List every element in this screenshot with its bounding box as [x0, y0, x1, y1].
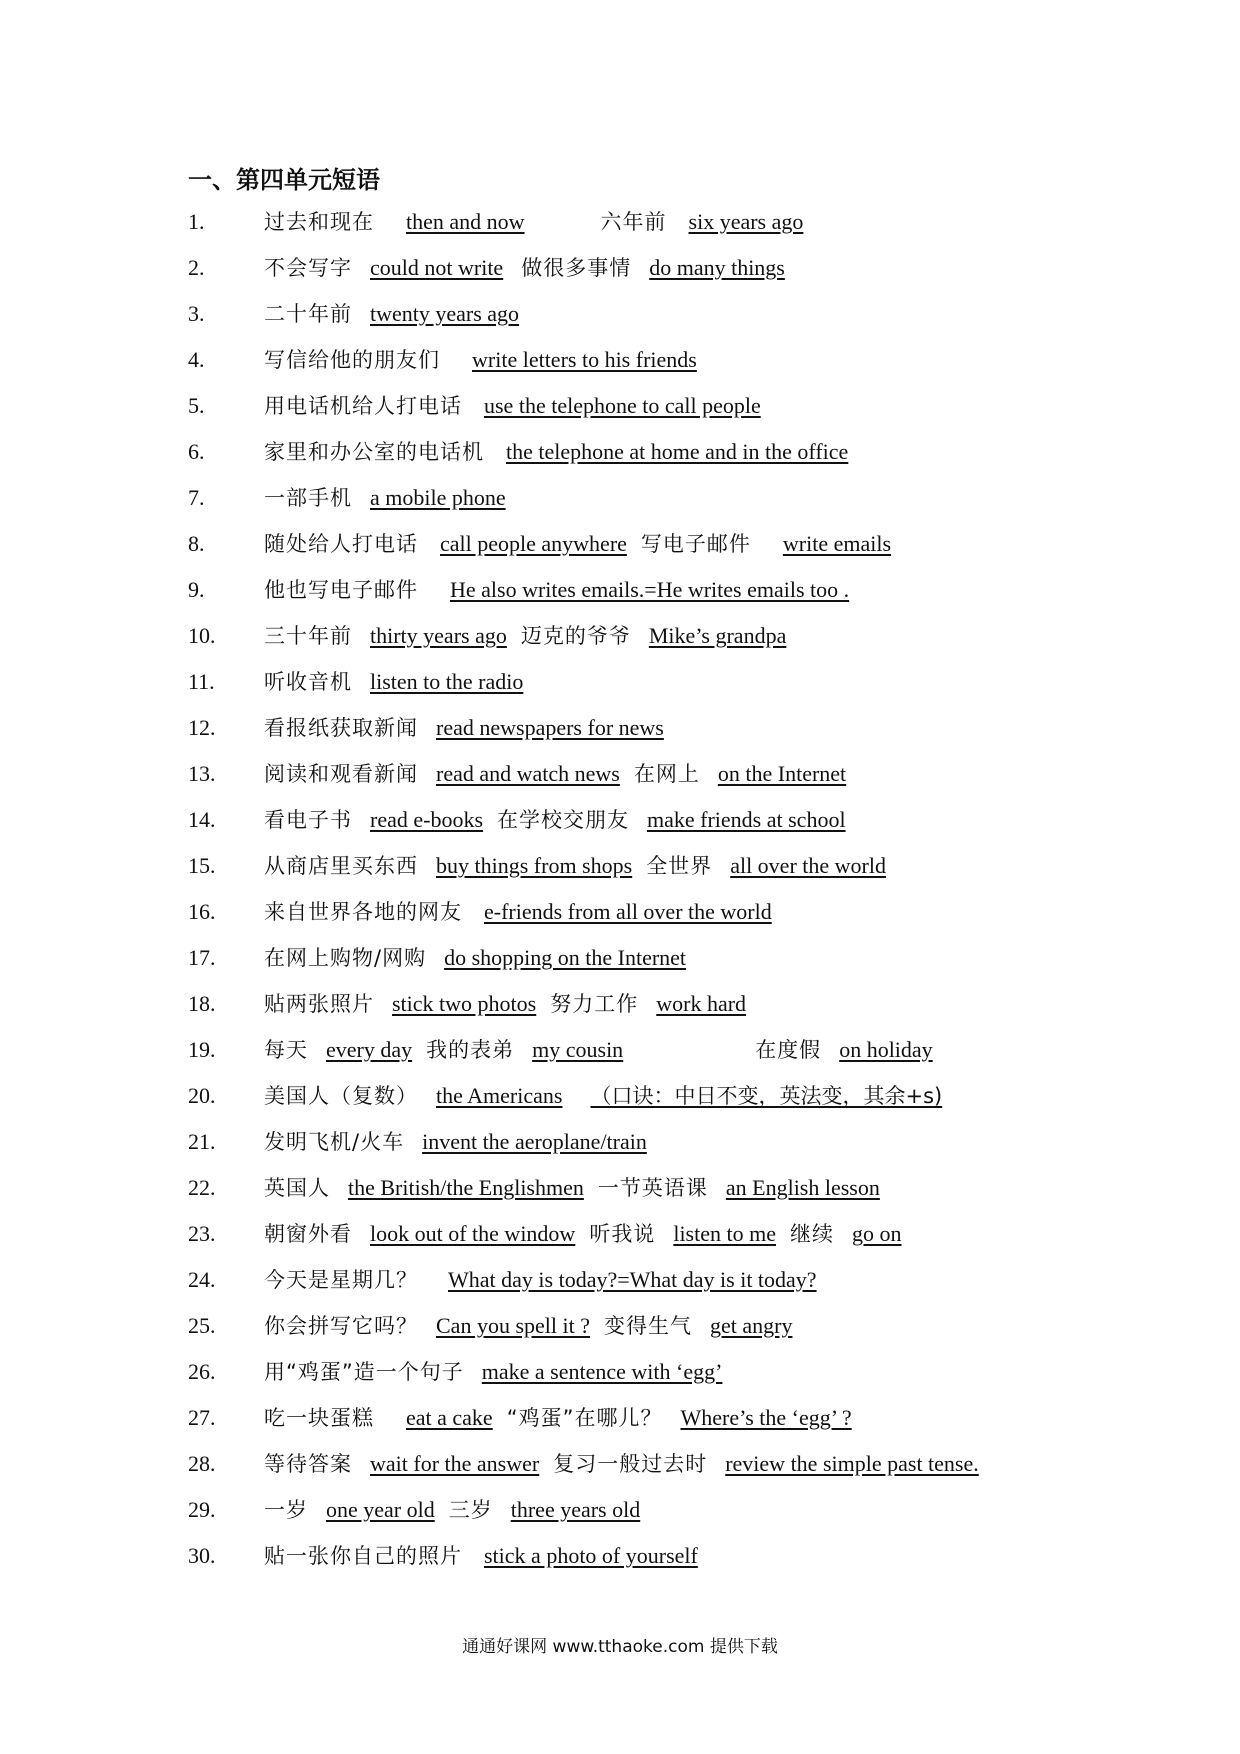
chinese-phrase: 你会拼写它吗？ [264, 1314, 418, 1338]
item-content [264, 713, 692, 744]
english-answer: the telephone at home and in the office [506, 439, 849, 464]
item-number: 20. [188, 1083, 216, 1108]
chinese-phrase: 过去和现在 [264, 210, 374, 234]
item-number: 14. [188, 807, 216, 832]
chinese-phrase: 发明飞机/火车 [264, 1130, 405, 1154]
english-answer: review the simple past tense. [725, 1451, 979, 1476]
item-content [264, 1173, 908, 1204]
english-answer: every day [326, 1037, 413, 1062]
chinese-phrase: 每天 [264, 1038, 308, 1062]
chinese-phrase: 我的表弟 [426, 1038, 515, 1062]
chinese-phrase: 听我说 [589, 1222, 656, 1246]
english-answer: listen to me [673, 1221, 776, 1246]
list-item [188, 1541, 1108, 1587]
list-item [188, 529, 1108, 575]
item-number: 29. [188, 1497, 216, 1522]
item-content [264, 1265, 845, 1296]
item-content [264, 1403, 880, 1434]
item-number: 24. [188, 1267, 216, 1292]
list-item [188, 391, 1108, 437]
english-answer: make friends at school [647, 807, 846, 832]
chinese-phrase: 贴一张你自己的照片 [264, 1544, 462, 1568]
english-answer: one year old [326, 1497, 435, 1522]
item-content [264, 989, 774, 1020]
item-content [264, 897, 800, 928]
list-item [188, 207, 1108, 253]
item-number: 23. [188, 1221, 216, 1246]
item-number: 18. [188, 991, 216, 1016]
item-number: 8. [188, 531, 205, 556]
list-item [188, 1357, 1108, 1403]
english-answer: What day is today?=What day is it today? [448, 1267, 817, 1292]
chinese-phrase: 一节英语课 [597, 1176, 708, 1200]
item-content [264, 253, 813, 284]
english-answer: stick a photo of yourself [484, 1543, 698, 1568]
chinese-phrase: 美国人（复数） [264, 1084, 418, 1108]
item-number: 13. [188, 761, 216, 786]
item-content [264, 391, 789, 422]
item-number: 7. [188, 485, 205, 510]
english-answer: call people anywhere [440, 531, 627, 556]
item-content [264, 299, 547, 330]
item-content [264, 575, 877, 606]
chinese-phrase: 今天是星期几？ [264, 1268, 418, 1292]
list-item [188, 1265, 1108, 1311]
english-answer: three years old [510, 1497, 641, 1522]
list-item [188, 1035, 1108, 1081]
list-item [188, 851, 1108, 897]
item-content [264, 1081, 942, 1112]
phrase-list [188, 207, 1108, 1587]
item-number: 5. [188, 393, 205, 418]
chinese-phrase: 在度假 [755, 1038, 822, 1062]
english-answer: write letters to his friends [472, 347, 697, 372]
list-item [188, 483, 1108, 529]
chinese-phrase: 从商店里买东西 [264, 854, 418, 878]
item-content [264, 1495, 668, 1526]
item-content [264, 529, 921, 560]
english-answer: all over the world [730, 853, 886, 878]
english-answer: use the telephone to call people [484, 393, 761, 418]
item-number: 4. [188, 347, 205, 372]
english-answer: my cousin [532, 1037, 624, 1062]
english-answer: buy things from shops [436, 853, 633, 878]
english-answer: a mobile phone [370, 485, 506, 510]
item-content [264, 851, 914, 882]
item-number: 10. [188, 623, 216, 648]
item-number: 16. [188, 899, 216, 924]
list-item [188, 345, 1108, 391]
item-content [264, 667, 551, 698]
item-content [264, 1449, 1007, 1480]
chinese-phrase: 全世界 [646, 854, 713, 878]
english-answer: twenty years ago [370, 301, 520, 326]
item-content [264, 805, 874, 836]
chinese-phrase: 等待答案 [264, 1452, 352, 1476]
item-content [264, 437, 876, 468]
chinese-phrase: 复习一般过去时 [553, 1452, 708, 1476]
item-content [264, 1127, 675, 1158]
list-item [188, 253, 1108, 299]
english-answer: invent the aeroplane/train [422, 1129, 647, 1154]
list-item [188, 1173, 1108, 1219]
chinese-phrase: “鸡蛋”在哪儿？ [506, 1406, 663, 1430]
list-item [188, 299, 1108, 345]
chinese-phrase: 来自世界各地的网友 [264, 900, 462, 924]
english-answer: read newspapers for news [436, 715, 664, 740]
english-answer: Mike’s grandpa [648, 623, 787, 648]
item-content [264, 1311, 820, 1342]
english-answer: the British/the Englishmen [348, 1175, 584, 1200]
chinese-phrase: 迈克的爷爷 [520, 624, 631, 648]
chinese-phrase: 贴两张照片 [264, 992, 374, 1016]
item-content [264, 207, 817, 238]
list-item [188, 667, 1108, 713]
english-answer: make a sentence with ‘egg’ [481, 1359, 723, 1384]
item-content [264, 943, 714, 974]
mnemonic-note: （口诀：中日不变，英法变，其余+s) [590, 1084, 943, 1108]
list-item [188, 1495, 1108, 1541]
list-item [188, 621, 1108, 667]
item-content [264, 621, 814, 652]
item-content [264, 1035, 961, 1066]
chinese-phrase: 随处给人打电话 [264, 532, 418, 556]
chinese-phrase: 听收音机 [264, 670, 352, 694]
chinese-phrase: 在学校交朋友 [497, 808, 630, 832]
item-number: 9. [188, 577, 205, 602]
english-answer: could not write [370, 255, 504, 280]
english-answer: on holiday [839, 1037, 933, 1062]
item-number: 1. [188, 209, 205, 234]
page-title: 一、第四单元短语 [188, 165, 380, 194]
chinese-phrase: 变得生气 [603, 1314, 692, 1338]
footer-text: 通通好课网 www.tthaoke.com 提供下载 [462, 1637, 778, 1657]
chinese-phrase: 在网上购物/网购 [264, 946, 427, 970]
english-answer: eat a cake [406, 1405, 493, 1430]
item-number: 25. [188, 1313, 216, 1338]
english-answer: Can you spell it ? [436, 1313, 590, 1338]
chinese-phrase: 努力工作 [550, 992, 639, 1016]
item-number: 27. [188, 1405, 216, 1430]
english-answer: work hard [656, 991, 747, 1016]
item-content [264, 483, 534, 514]
chinese-phrase: 做很多事情 [521, 256, 632, 280]
chinese-phrase: 三十年前 [264, 624, 352, 648]
english-answer: go on [851, 1221, 902, 1246]
chinese-phrase: 继续 [789, 1222, 834, 1246]
item-number: 26. [188, 1359, 216, 1384]
item-number: 11. [188, 669, 215, 694]
list-item [188, 575, 1108, 621]
list-item [188, 1403, 1108, 1449]
chinese-phrase: 家里和办公室的电话机 [264, 440, 484, 464]
chinese-phrase: 三岁 [448, 1498, 493, 1522]
english-answer: Where’s the ‘egg’ ? [680, 1405, 852, 1430]
chinese-phrase: 写电子邮件 [640, 532, 751, 556]
english-answer: wait for the answer [370, 1451, 540, 1476]
chinese-phrase: 六年前 [600, 210, 667, 234]
item-number: 22. [188, 1175, 216, 1200]
item-number: 21. [188, 1129, 216, 1154]
item-number: 28. [188, 1451, 216, 1476]
english-answer: read e-books [370, 807, 484, 832]
item-content [264, 759, 874, 790]
english-answer: listen to the radio [370, 669, 524, 694]
chinese-phrase: 不会写字 [264, 256, 352, 280]
english-answer: on the Internet [717, 761, 847, 786]
english-answer: stick two photos [392, 991, 537, 1016]
chinese-phrase: 用“鸡蛋”造一个句子 [264, 1360, 464, 1384]
item-number: 2. [188, 255, 205, 280]
english-answer: do many things [649, 255, 785, 280]
list-item [188, 943, 1108, 989]
chinese-phrase: 阅读和观看新闻 [264, 762, 418, 786]
chinese-phrase: 二十年前 [264, 302, 352, 326]
chinese-phrase: 用电话机给人打电话 [264, 394, 462, 418]
chinese-phrase: 英国人 [264, 1176, 330, 1200]
list-item [188, 759, 1108, 805]
english-answer: look out of the window [370, 1221, 576, 1246]
chinese-phrase: 写信给他的朋友们 [264, 348, 440, 372]
item-number: 6. [188, 439, 205, 464]
item-number: 19. [188, 1037, 216, 1062]
chinese-phrase: 吃一块蛋糕 [264, 1406, 374, 1430]
item-content [264, 345, 725, 376]
english-answer: e-friends from all over the world [484, 899, 772, 924]
english-answer: He also writes emails.=He writes emails too . [450, 577, 850, 602]
item-number: 3. [188, 301, 205, 326]
item-number: 30. [188, 1543, 216, 1568]
chinese-phrase: 朝窗外看 [264, 1222, 352, 1246]
item-content [264, 1219, 929, 1250]
chinese-phrase: 看报纸获取新闻 [264, 716, 418, 740]
item-number: 17. [188, 945, 216, 970]
chinese-phrase: 看电子书 [264, 808, 352, 832]
list-item [188, 713, 1108, 759]
list-item [188, 1127, 1108, 1173]
english-answer: do shopping on the Internet [444, 945, 687, 970]
item-number: 15. [188, 853, 216, 878]
english-answer: the Americans [436, 1083, 563, 1108]
english-answer: write emails [782, 531, 892, 556]
english-answer: then and now [406, 209, 525, 234]
list-item [188, 897, 1108, 943]
list-item [188, 1219, 1108, 1265]
list-item [188, 1449, 1108, 1495]
english-answer: get angry [709, 1313, 793, 1338]
chinese-phrase: 他也写电子邮件 [264, 578, 418, 602]
item-content [264, 1357, 750, 1388]
list-item [188, 805, 1108, 851]
list-item [188, 1081, 1108, 1127]
item-content [264, 1541, 726, 1572]
list-item [188, 1311, 1108, 1357]
chinese-phrase: 一岁 [264, 1498, 308, 1522]
item-number: 12. [188, 715, 216, 740]
list-item [188, 437, 1108, 483]
chinese-phrase: 在网上 [633, 762, 700, 786]
english-answer: thirty years ago [370, 623, 507, 648]
english-answer: read and watch news [436, 761, 620, 786]
english-answer: an English lesson [725, 1175, 880, 1200]
list-item [188, 989, 1108, 1035]
chinese-phrase: 一部手机 [264, 486, 352, 510]
english-answer: six years ago [688, 209, 804, 234]
